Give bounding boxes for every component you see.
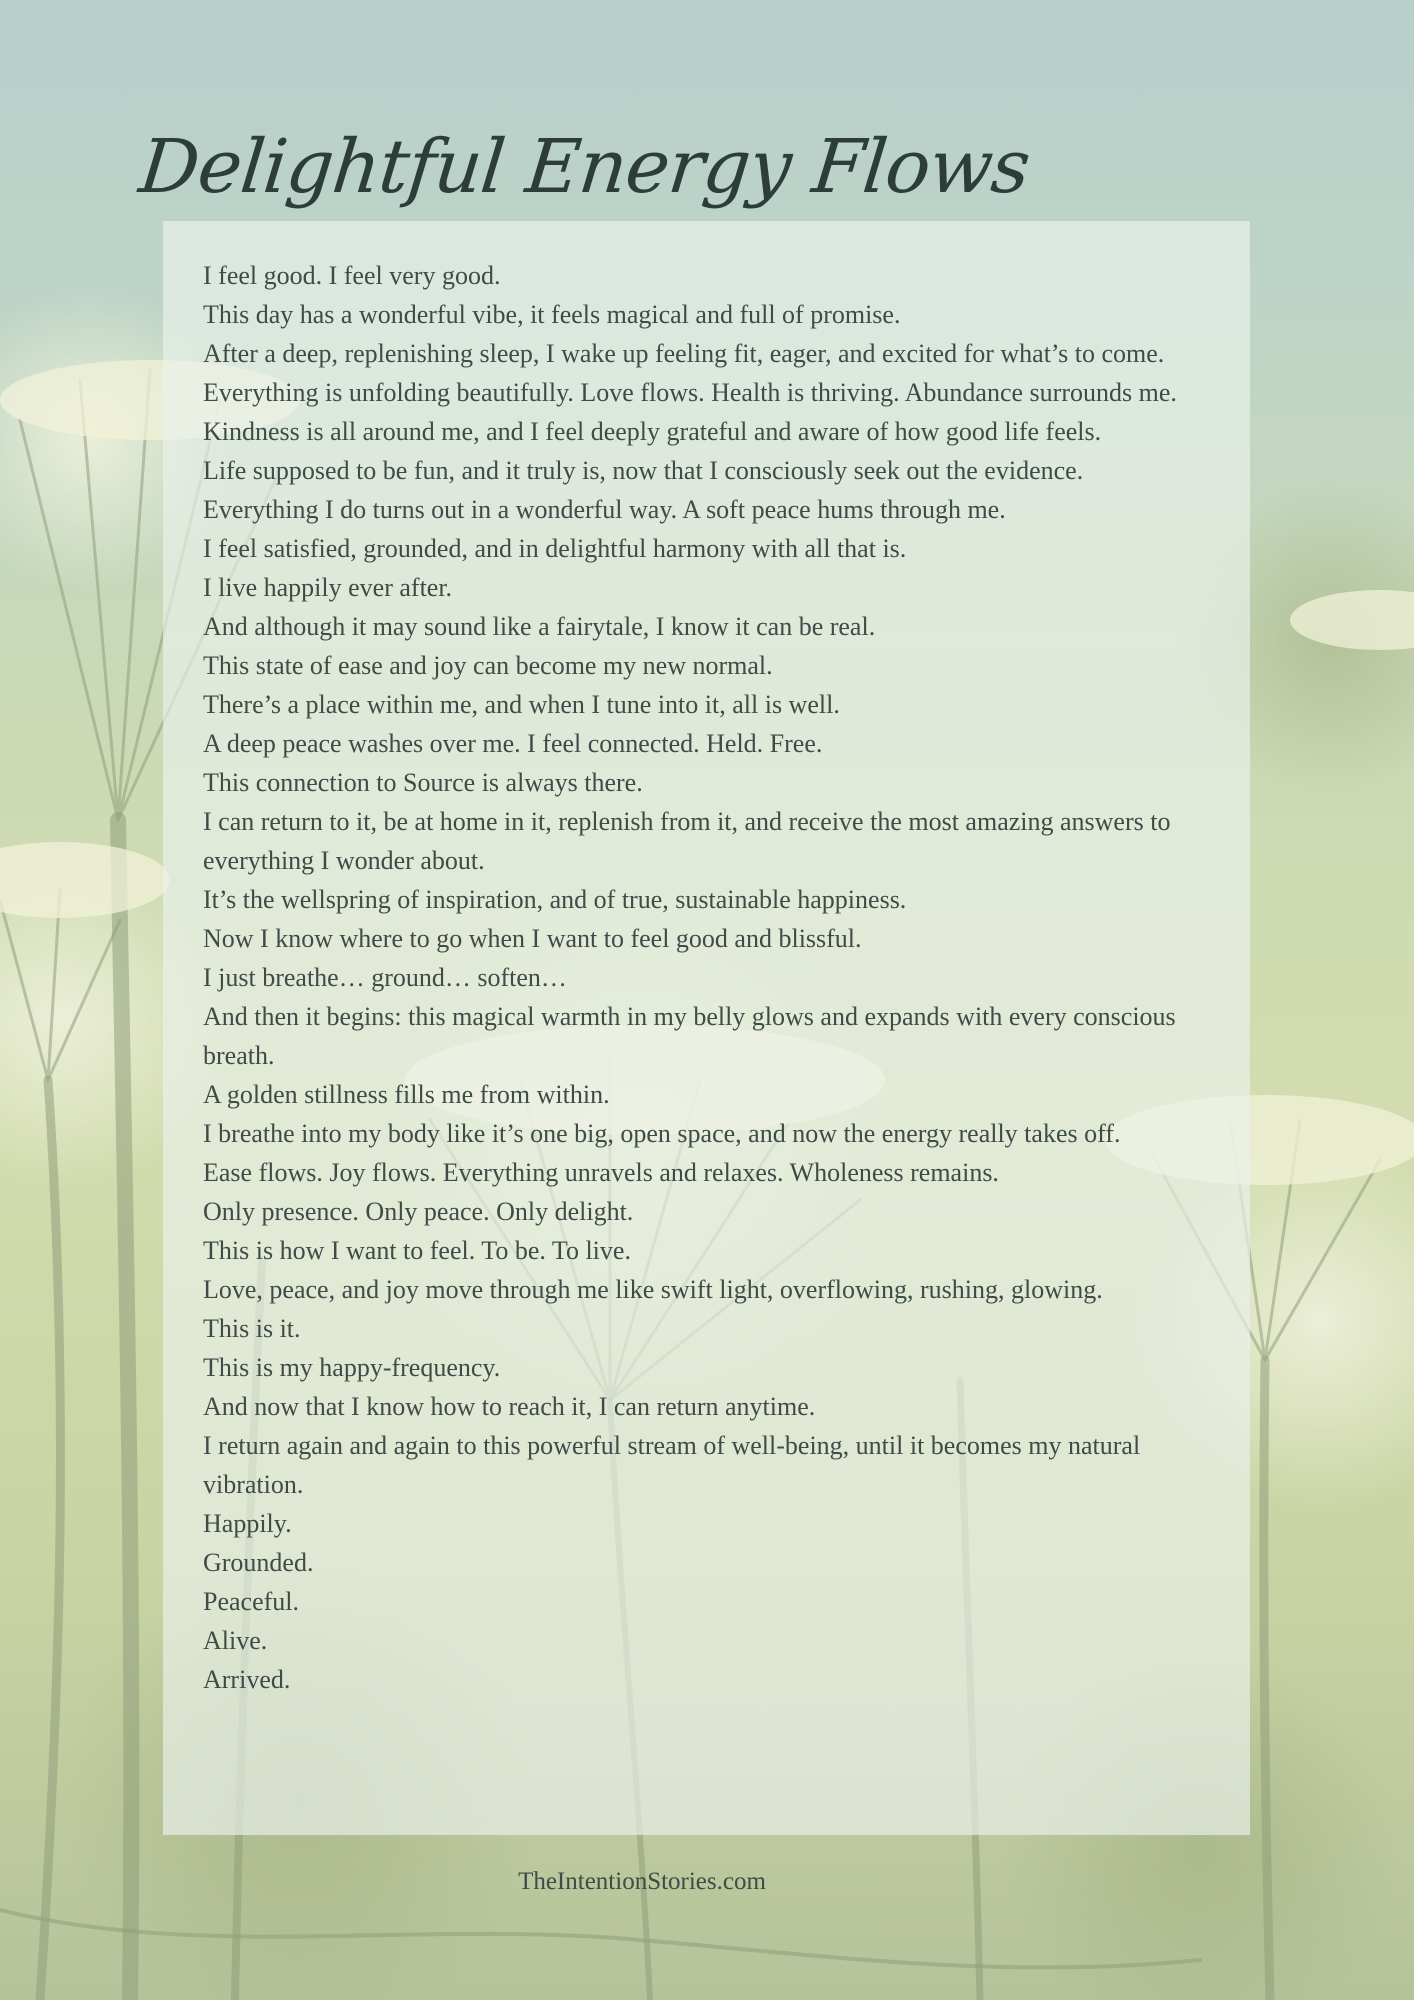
text-line: Alive. <box>203 1626 268 1655</box>
text-line: And then it begins: this magical warmth in my belly glows and expands with every conscious breath. <box>203 1002 1176 1070</box>
text-line: I breathe into my body like it’s one big, open space, and now the energy really takes off. <box>203 1119 1121 1148</box>
text-line: Everything is unfolding beautifully. Love flows. Health is thriving. Abundance surrounds me. <box>203 378 1177 407</box>
text-line: Grounded. <box>203 1548 314 1577</box>
text-line: Happily. <box>203 1509 292 1538</box>
text-line: And now that I know how to reach it, I can return anytime. <box>203 1392 816 1421</box>
text-line: Peaceful. <box>203 1587 300 1616</box>
page-title: Delightful Energy Flows <box>135 124 1034 210</box>
text-line: Only presence. Only peace. Only delight. <box>203 1197 634 1226</box>
text-line: Love, peace, and joy move through me like swift light, overflowing, rushing, glowing. <box>203 1275 1103 1304</box>
text-line: Ease flows. Joy flows. Everything unravels and relaxes. Wholeness remains. <box>203 1158 999 1187</box>
text-line: I just breathe… ground… soften… <box>203 963 567 992</box>
text-line: Arrived. <box>203 1665 291 1694</box>
text-line: This day has a wonderful vibe, it feels magical and full of promise. <box>203 300 901 329</box>
text-line: Everything I do turns out in a wonderful way. A soft peace hums through me. <box>203 495 1006 524</box>
text-line: I return again and again to this powerful stream of well-being, until it becomes my natural vibration. <box>203 1431 1141 1499</box>
text-line: Kindness is all around me, and I feel deeply grateful and aware of how good life feels. <box>203 417 1102 446</box>
text-line: I feel satisfied, grounded, and in delightful harmony with all that is. <box>203 534 907 563</box>
text-line: After a deep, replenishing sleep, I wake up feeling fit, eager, and excited for what’s to come. <box>203 339 1165 368</box>
text-line: This is my happy-frequency. <box>203 1353 501 1382</box>
text-line: This is how I want to feel. To be. To live. <box>203 1236 631 1265</box>
text-line: This state of ease and joy can become my new normal. <box>203 651 773 680</box>
text-line: It’s the wellspring of inspiration, and of true, sustainable happiness. <box>203 885 907 914</box>
text-line: I can return to it, be at home in it, replenish from it, and receive the most amazing answers to everything I wonder about. <box>203 807 1171 875</box>
text-line: I feel good. I feel very good. <box>203 261 501 290</box>
text-line: Now I know where to go when I want to feel good and blissful. <box>203 924 862 953</box>
text-line: And although it may sound like a fairytale, I know it can be real. <box>203 612 876 641</box>
text-line: A golden stillness fills me from within. <box>203 1080 610 1109</box>
text-line: I live happily ever after. <box>203 573 453 602</box>
text-line: This is it. <box>203 1314 301 1343</box>
text-line: There’s a place within me, and when I tune into it, all is well. <box>203 690 840 719</box>
text-line: This connection to Source is always there. <box>203 768 643 797</box>
website-footer: TheIntentionStories.com <box>518 1868 766 1895</box>
affirmation-text <box>203 256 1223 1699</box>
text-line: Life supposed to be fun, and it truly is, now that I consciously seek out the evidence. <box>203 456 1084 485</box>
text-line: A deep peace washes over me. I feel connected. Held. Free. <box>203 729 823 758</box>
